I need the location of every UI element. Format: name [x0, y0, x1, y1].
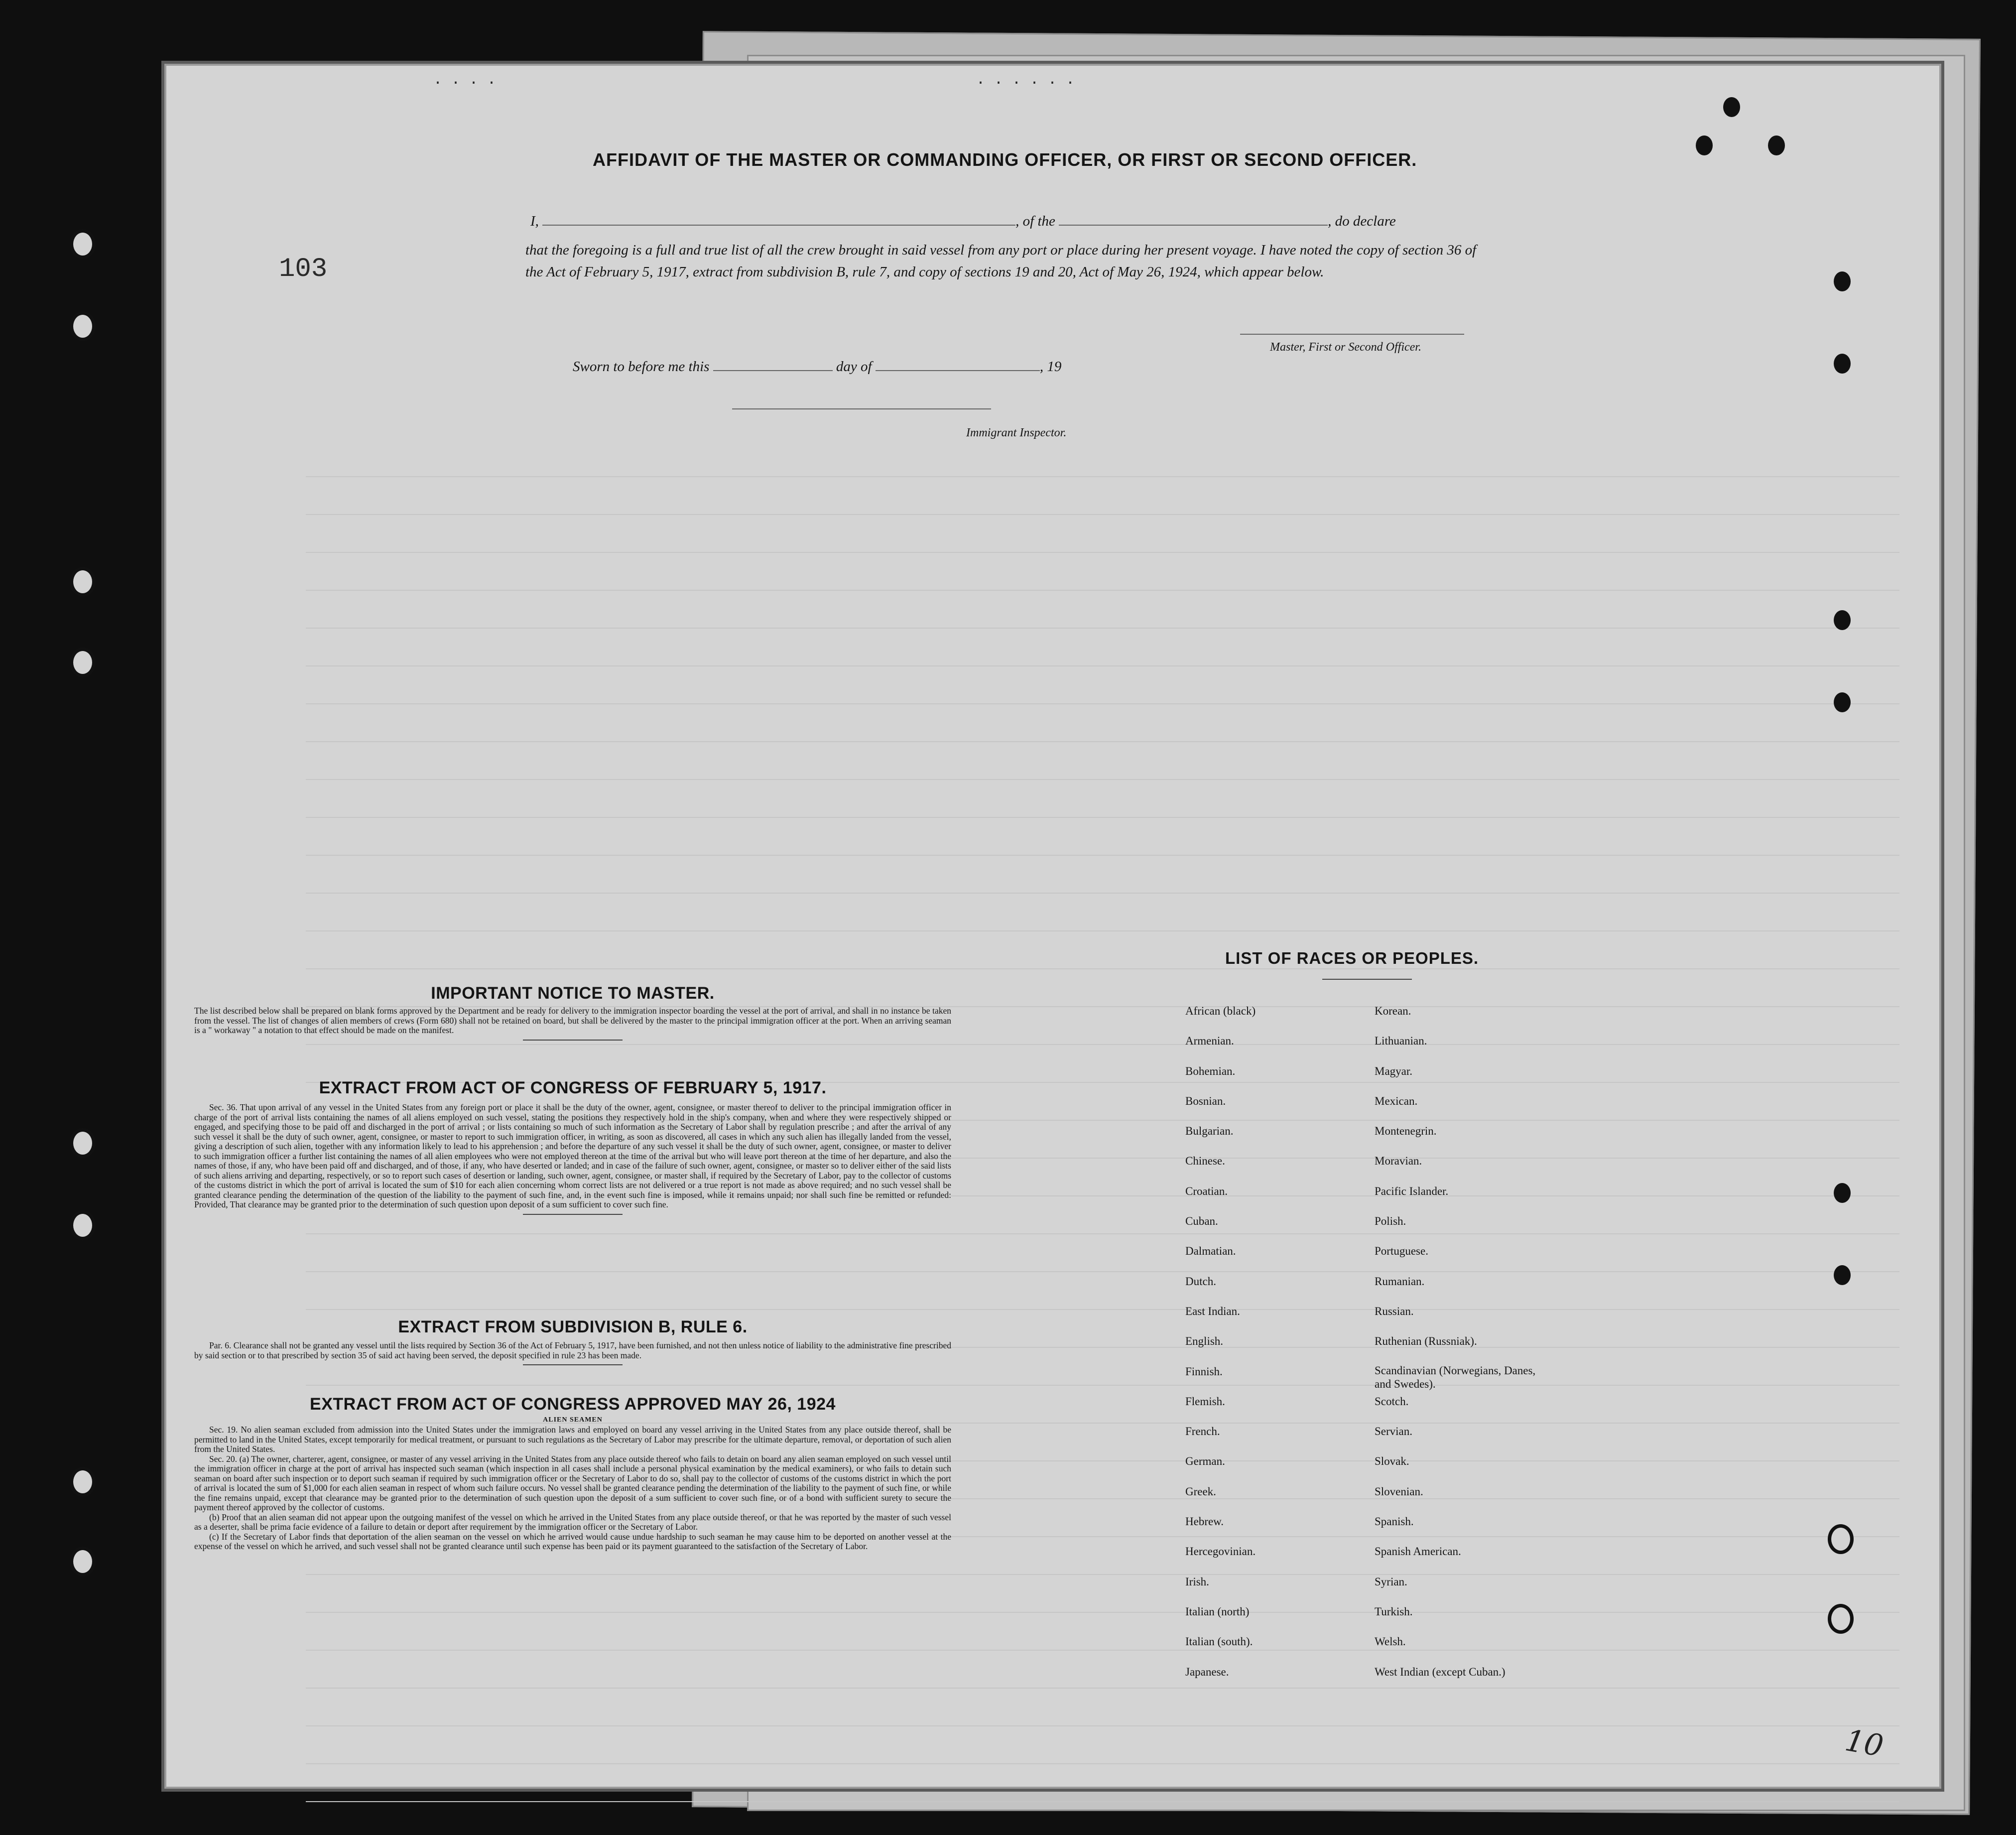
inspector-label: Immigrant Inspector.: [966, 426, 1067, 439]
punch-hole: [1834, 1265, 1851, 1285]
affidavit-title: AFFIDAVIT OF THE MASTER OR COMMANDING OFFICER, OR FIRST OR SECOND OFFICER.: [593, 149, 1417, 170]
punch-hole: [1828, 1524, 1854, 1554]
race-item: French.: [1185, 1425, 1220, 1438]
races-column-2: [1375, 996, 1539, 1687]
sworn-line: [573, 359, 1061, 375]
act-1924-sec-19: Sec. 19. No alien seaman excluded from admission into the United States under the immigration laws and employed on board any vessel arriving in the United States from any place outside thereof, shall be permitted to land in the United States, except temporarily for medical treatment, or pursuant to such regulations as the Secretary of Labor may prescribe for the ultimate departure, removal, or deportation of such alien from the United States.: [194, 1425, 951, 1454]
day-of-label: day of: [836, 359, 872, 375]
punch-hole: [1723, 97, 1740, 117]
race-item: Cuban.: [1185, 1215, 1218, 1228]
race-item: Pacific Islander.: [1375, 1184, 1449, 1197]
race-item: Bohemian.: [1185, 1064, 1236, 1077]
punch-hole: [70, 1467, 96, 1497]
race-item: Ruthenian (Russniak).: [1375, 1335, 1477, 1348]
divider: [523, 1364, 623, 1365]
sworn-day-field[interactable]: [713, 370, 833, 371]
race-item: Italian (south).: [1185, 1635, 1253, 1648]
punch-hole: [1834, 692, 1851, 712]
race-item: German.: [1185, 1455, 1225, 1468]
race-item: Bulgarian.: [1185, 1125, 1234, 1138]
race-item: Servian.: [1375, 1425, 1413, 1438]
sworn-label: Sworn to before me this: [573, 359, 710, 375]
race-item: Slovak.: [1375, 1455, 1409, 1468]
act-1924-sec-20a: Sec. 20. (a) The owner, charterer, agent, consignee, or master of any vessel arriving in the United States from any place outside thereof who fails to detain on board any alien seaman employed on such vessel until the immigration officer in charge at the port of arrival has inspected such seaman (which inspection in all cases shall include a personal physical examination by the medical examiners), or who fails to detain such seaman on board after such inspection or to deport such seaman if required by such immigration officer or the Secretary of Labor to do so, shall pay to the collector of customs of the customs district in which the port of arrival is located the sum of $1,000 for each alien seaman in respect of whom such failure occurs. No vessel shall be granted clearance pending the determination of the liability to the payment of such fine, or while the fine remains unpaid, except that clearance may be granted prior to the determination of such question upon the deposit of a sum sufficient to cover such fine, or of a bond with sufficient surety to secure the payment thereof approved by the collector of customs.: [194, 1453, 951, 1512]
punch-hole: [70, 311, 96, 341]
affidavit-body: that the foregoing is a full and true list of all the crew brought in said vessel from any port or place during her present voyage. I have noted the copy of section 36 of the Act of February 5, 1917, extract from subdivision B, rule 7, and copy of sections 19 and 20, Act of May 26, 1924, which appear below.: [525, 242, 1477, 280]
punch-hole: [70, 229, 96, 259]
race-item: Scandinavian (Norwegians, Danes, and Swedes).: [1375, 1364, 1536, 1390]
act-1924-sec-20b: (b) Proof that an alien seaman did not appear upon the outgoing manifest of the vessel on which he arrived in the United States from any place outside thereof, or that he was reported by the master of such vessel as a deserter, shall be prima facie evidence of a failure to detain or deport after requirement by the immigration officer or the Secretary of Labor.: [194, 1512, 951, 1532]
handwritten-page-number: 10: [1842, 1722, 1886, 1764]
punch-hole: [1696, 135, 1713, 155]
margin-number: 103: [279, 254, 328, 284]
race-item: East Indian.: [1185, 1305, 1240, 1317]
race-item: Spanish American.: [1375, 1545, 1461, 1558]
officer-name-field[interactable]: [542, 225, 1015, 226]
punch-hole: [70, 1128, 96, 1158]
race-item: Flemish.: [1185, 1395, 1225, 1408]
divider: [523, 1040, 623, 1041]
race-item: Hebrew.: [1185, 1515, 1224, 1528]
act-1924-sec-20c: (c) If the Secretary of Labor finds that deportation of the alien seaman on the vessel on which he arrived would cause undue hardship to such seaman he may cause him to be deported on another vessel at the expense of the vessel on which he arrived, and such vessel shall not be granted clearance until such expense has been paid or its payment guaranteed to the satisfaction of the Secretary of Labor.: [194, 1531, 951, 1551]
punch-hole: [1834, 1183, 1851, 1203]
race-item: Montenegrin.: [1375, 1125, 1437, 1138]
race-item: Croatian.: [1185, 1184, 1228, 1197]
inspector-signature-field[interactable]: [732, 408, 991, 409]
act-1924-heading: EXTRACT FROM ACT OF CONGRESS APPROVED MAY 26, 1924: [310, 1395, 836, 1414]
race-item: English.: [1185, 1335, 1224, 1348]
act-1917-heading: EXTRACT FROM ACT OF CONGRESS OF FEBRUARY 5, 1917.: [319, 1078, 827, 1097]
race-item: Irish.: [1185, 1575, 1209, 1588]
act-1917-text: Sec. 36. That upon arrival of any vessel in the United States from any foreign port or place it shall be the duty of the owner, agent, consignee, or master thereof to deliver to the principal immigration officer in charge of the port of arrival lists containing the names of all aliens employed on such vessel, stating the positions they respectively hold in the ship's company, when and where they were respectively shipped or engaged, and specifying those to be paid off and discharged in the port of arrival ; or lists containing so much of such information as the Secretary of Labor shall by regulation prescribe ; and after the arrival of any such vessel it shall be the duty of such owner, agent, consignee, or master to report to such immigration officer, in writing, as soon as discovered, all cases in which any such alien has illegally landed from the vessel, giving a description of such alien, together with any information likely to lead to his apprehension ; and before the departure of any such vessel it shall be the duty of such owner, agent, consignee, or master to deliver to such immigration officer a further list containing the names of all alien employees who were not employed thereon at the time of the arrival but who will leave port thereon at the time of her departure, and also the names of those, if any, who have been paid off and discharged, and of those, if any, who have deserted or landed; and in case of the failure of such owner, agent, consignee, or master so to deliver either of the said lists of such aliens arriving and departing, respectively, or so to report such cases of desertion or landing, such owner, agent, consignee, or master shall, if required by the Secretary of Labor, pay to the collector of customs of the customs district in which the port of arrival is located the sum of $10 for each alien concerning whom correct lists are not delivered or a true report is not made as above required; and no such vessel shall be granted clearance pending the determination of the question of the liability to the payment of such fine, and, in the event such fine is imposed, while it remains unpaid; nor shall such fine be remitted or refunded: Provided, That clearance may be granted prior to the determination of such question upon deposit of a sum sufficient to cover such fine.: [194, 1102, 951, 1209]
rule-6-heading: EXTRACT FROM SUBDIVISION B, RULE 6.: [398, 1317, 748, 1336]
punch-hole: [70, 567, 96, 597]
punch-hole: [70, 648, 96, 677]
important-notice: [194, 984, 951, 1045]
race-item: West Indian (except Cuban.): [1375, 1665, 1506, 1678]
race-item: Dutch.: [1185, 1275, 1216, 1288]
race-item: Italian (north): [1185, 1605, 1250, 1618]
signature-label: Master, First or Second Officer.: [1270, 341, 1421, 354]
affidavit-do-declare-label: , do declare: [1328, 213, 1396, 229]
print-dots: · · · ·: [433, 75, 497, 92]
print-dots: · · · · · ·: [976, 75, 1075, 92]
act-1917-extract: [194, 1078, 951, 1219]
race-item: Russian.: [1375, 1305, 1414, 1317]
punch-hole: [70, 1210, 96, 1240]
year-label: , 19: [1039, 359, 1062, 375]
affidavit-i-label: I,: [530, 213, 539, 229]
race-item: Magyar.: [1375, 1064, 1413, 1077]
important-notice-heading: IMPORTANT NOTICE TO MASTER.: [431, 984, 715, 1003]
race-item: Turkish.: [1375, 1605, 1413, 1618]
race-item: Syrian.: [1375, 1575, 1407, 1588]
race-item: Chinese.: [1185, 1155, 1225, 1168]
rule-6-text: Par. 6. Clearance shall not be granted any vessel until the lists required by Section 36 of the Act of February 5, 1917, have been furnished, and not then unless notice of liability to the administrative fine prescribed by said section or to that prescribed by section 35 of said act having been served, the deposit specified in rule 23 has been made.: [194, 1340, 951, 1360]
sworn-month-field[interactable]: [876, 370, 1040, 371]
race-item: Portuguese.: [1375, 1245, 1428, 1258]
important-notice-text: The list described below shall be prepared on blank forms approved by the Department and be ready for delivery to the immigration inspector boarding the vessel at the port of arrival, and shall in no instance be taken from the vessel. The list of changes of alien members of crews (Form 680) shall not be retained on board, but shall be delivered by the master to the principal immigration officer at the port. When an arriving seaman is a " workaway " a notation to that effect should be made on the manifest.: [194, 1006, 951, 1035]
race-item: Dalmatian.: [1185, 1245, 1236, 1258]
punch-hole: [1834, 271, 1851, 291]
vessel-name-field[interactable]: [1059, 225, 1328, 226]
divider: [523, 1214, 623, 1215]
race-item: Lithuanian.: [1375, 1035, 1427, 1048]
races-column-1: [1185, 996, 1256, 1687]
race-item: Scotch.: [1375, 1395, 1409, 1408]
rule-6-extract: [194, 1317, 951, 1369]
races-title: LIST OF RACES OR PEOPLES.: [1225, 949, 1479, 967]
punch-hole: [1834, 610, 1851, 630]
race-item: Polish.: [1375, 1215, 1406, 1228]
race-item: Bosnian.: [1185, 1094, 1226, 1107]
race-item: Spanish.: [1375, 1515, 1414, 1528]
race-item: Armenian.: [1185, 1035, 1234, 1048]
race-item: African (black): [1185, 1005, 1256, 1017]
race-item: Moravian.: [1375, 1155, 1422, 1168]
race-item: Korean.: [1375, 1005, 1411, 1017]
race-item: Greek.: [1185, 1485, 1216, 1498]
punch-hole: [1768, 135, 1785, 155]
race-item: Mexican.: [1375, 1094, 1418, 1107]
race-item: Japanese.: [1185, 1665, 1229, 1678]
affidavit-of-the-label: , of the: [1015, 213, 1055, 229]
race-item: Welsh.: [1375, 1635, 1406, 1648]
act-1924-extract: [194, 1395, 951, 1552]
punch-hole: [70, 1547, 96, 1576]
race-item: Hercegovinian.: [1185, 1545, 1256, 1558]
act-1924-subheading: ALIEN SEAMEN: [543, 1416, 603, 1424]
signature-field[interactable]: [1240, 334, 1464, 335]
race-item: Finnish.: [1185, 1365, 1223, 1378]
punch-hole: [1828, 1604, 1854, 1634]
punch-hole: [1834, 354, 1851, 374]
divider: [1322, 979, 1412, 980]
affidavit-declaration-line: [530, 213, 1396, 230]
race-item: Rumanian.: [1375, 1275, 1425, 1288]
race-item: Slovenian.: [1375, 1485, 1423, 1498]
